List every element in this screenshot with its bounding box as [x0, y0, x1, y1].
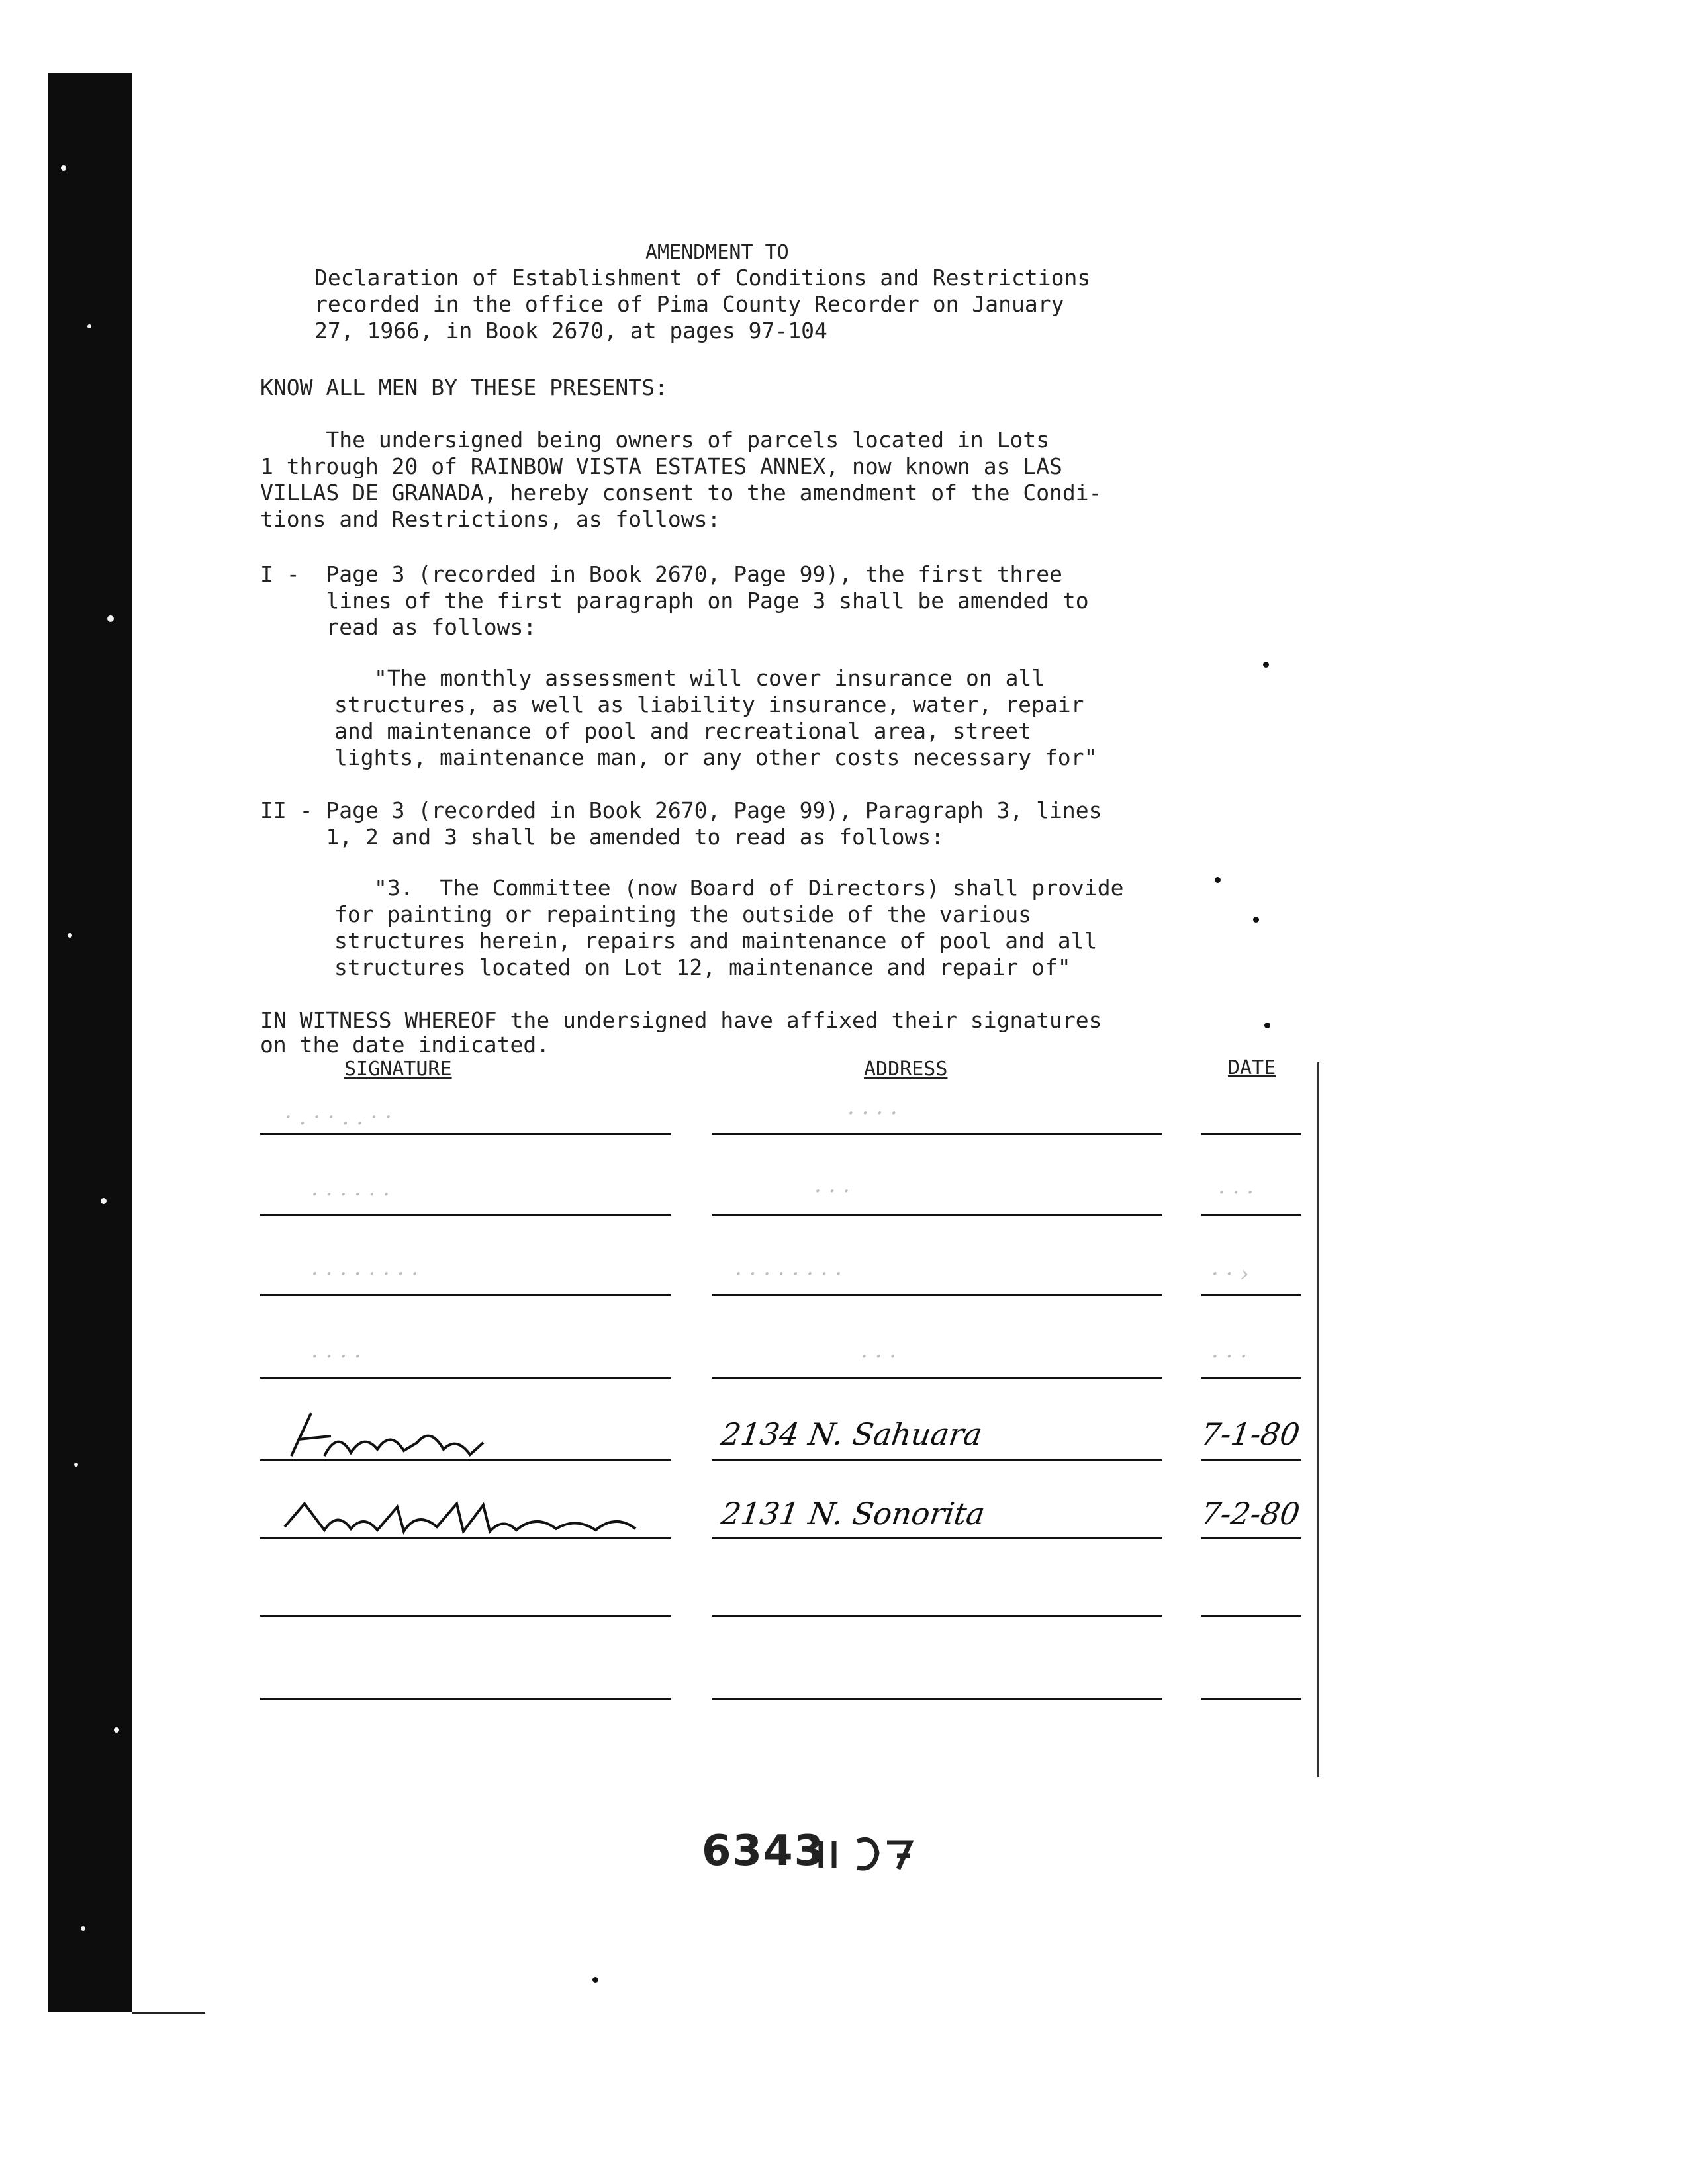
witness-line-2: on the date indicated. — [260, 1032, 550, 1058]
date-row-5: 7-1-80 — [1199, 1416, 1302, 1452]
table-right-border — [1317, 1062, 1319, 1777]
item-2-line-2: 1, 2 and 3 shall be amended to read as follows: — [260, 824, 945, 850]
intro-line-2: 1 through 20 of RAINBOW VISTA ESTATES ANNEX, now known as LAS — [260, 453, 1062, 479]
speck — [1253, 917, 1259, 923]
address-row-6: 2131 N. Sonorita — [719, 1496, 988, 1531]
speck — [1263, 662, 1269, 668]
quote-2-line-1: "3. The Committee (now Board of Directors) shall provide — [374, 875, 1124, 901]
intro-line-4: tions and Restrictions, as follows: — [260, 506, 721, 532]
document-title: AMENDMENT TO — [645, 241, 789, 264]
item-2-line-1: II - Page 3 (recorded in Book 2670, Page 99), Paragraph 3, lines — [260, 797, 1102, 823]
intro-line-1: The undersigned being owners of parcels located in Lots — [260, 427, 1050, 453]
handwritten-signature-row-6 — [278, 1490, 649, 1540]
quote-2-line-4: structures located on Lot 12, maintenance and repair of" — [334, 954, 1071, 980]
item-1-line-2: lines of the first paragraph on Page 3 shall be amended to — [260, 588, 1089, 614]
salutation: KNOW ALL MEN BY THESE PRESENTS: — [260, 375, 668, 400]
quote-1-line-2: structures, as well as liability insurance, water, repair — [334, 692, 1084, 717]
speck — [1215, 877, 1221, 883]
address-header: ADDRESS — [864, 1058, 948, 1081]
address-row-5: 2134 N. Sahuara — [719, 1416, 985, 1452]
date-header: DATE — [1228, 1056, 1276, 1079]
signature-header: SIGNATURE — [344, 1058, 452, 1081]
quote-1-line-1: "The monthly assessment will cover insurance on all — [374, 665, 1045, 691]
witness-line-1: IN WITNESS WHEREOF the undersigned have affixed their signatures — [260, 1007, 1102, 1033]
item-1-line-1: I - Page 3 (recorded in Book 2670, Page 99), the first three — [260, 561, 1062, 587]
handwritten-signature-row-5 — [285, 1403, 503, 1463]
quote-2-line-2: for painting or repainting the outside of the various — [334, 901, 1031, 927]
subtitle-line-2: recorded in the office of Pima County Recorder on January — [314, 291, 1064, 317]
binding-edge — [48, 73, 132, 2012]
recorder-stamp: 6343 — [702, 1827, 825, 1876]
speck — [592, 1977, 598, 1983]
quote-1-line-3: and maintenance of pool and recreational area, street — [334, 718, 1031, 744]
item-1-line-3: read as follows: — [260, 614, 537, 640]
binding-edge-line — [132, 2012, 205, 2014]
quote-2-line-3: structures herein, repairs and maintenance of pool and all — [334, 928, 1098, 954]
intro-line-3: VILLAS DE GRANADA, hereby consent to the amendment of the Condi- — [260, 480, 1102, 506]
quote-1-line-4: lights, maintenance man, or any other costs necessary for" — [334, 745, 1098, 770]
subtitle-line-3: 27, 1966, in Book 2670, at pages 97-104 — [314, 318, 827, 343]
stamp-page-number-mark — [818, 1835, 917, 1874]
speck — [1264, 1023, 1270, 1028]
subtitle-line-1: Declaration of Establishment of Conditions and Restrictions — [314, 265, 1091, 291]
date-row-6: 7-2-80 — [1199, 1496, 1302, 1531]
